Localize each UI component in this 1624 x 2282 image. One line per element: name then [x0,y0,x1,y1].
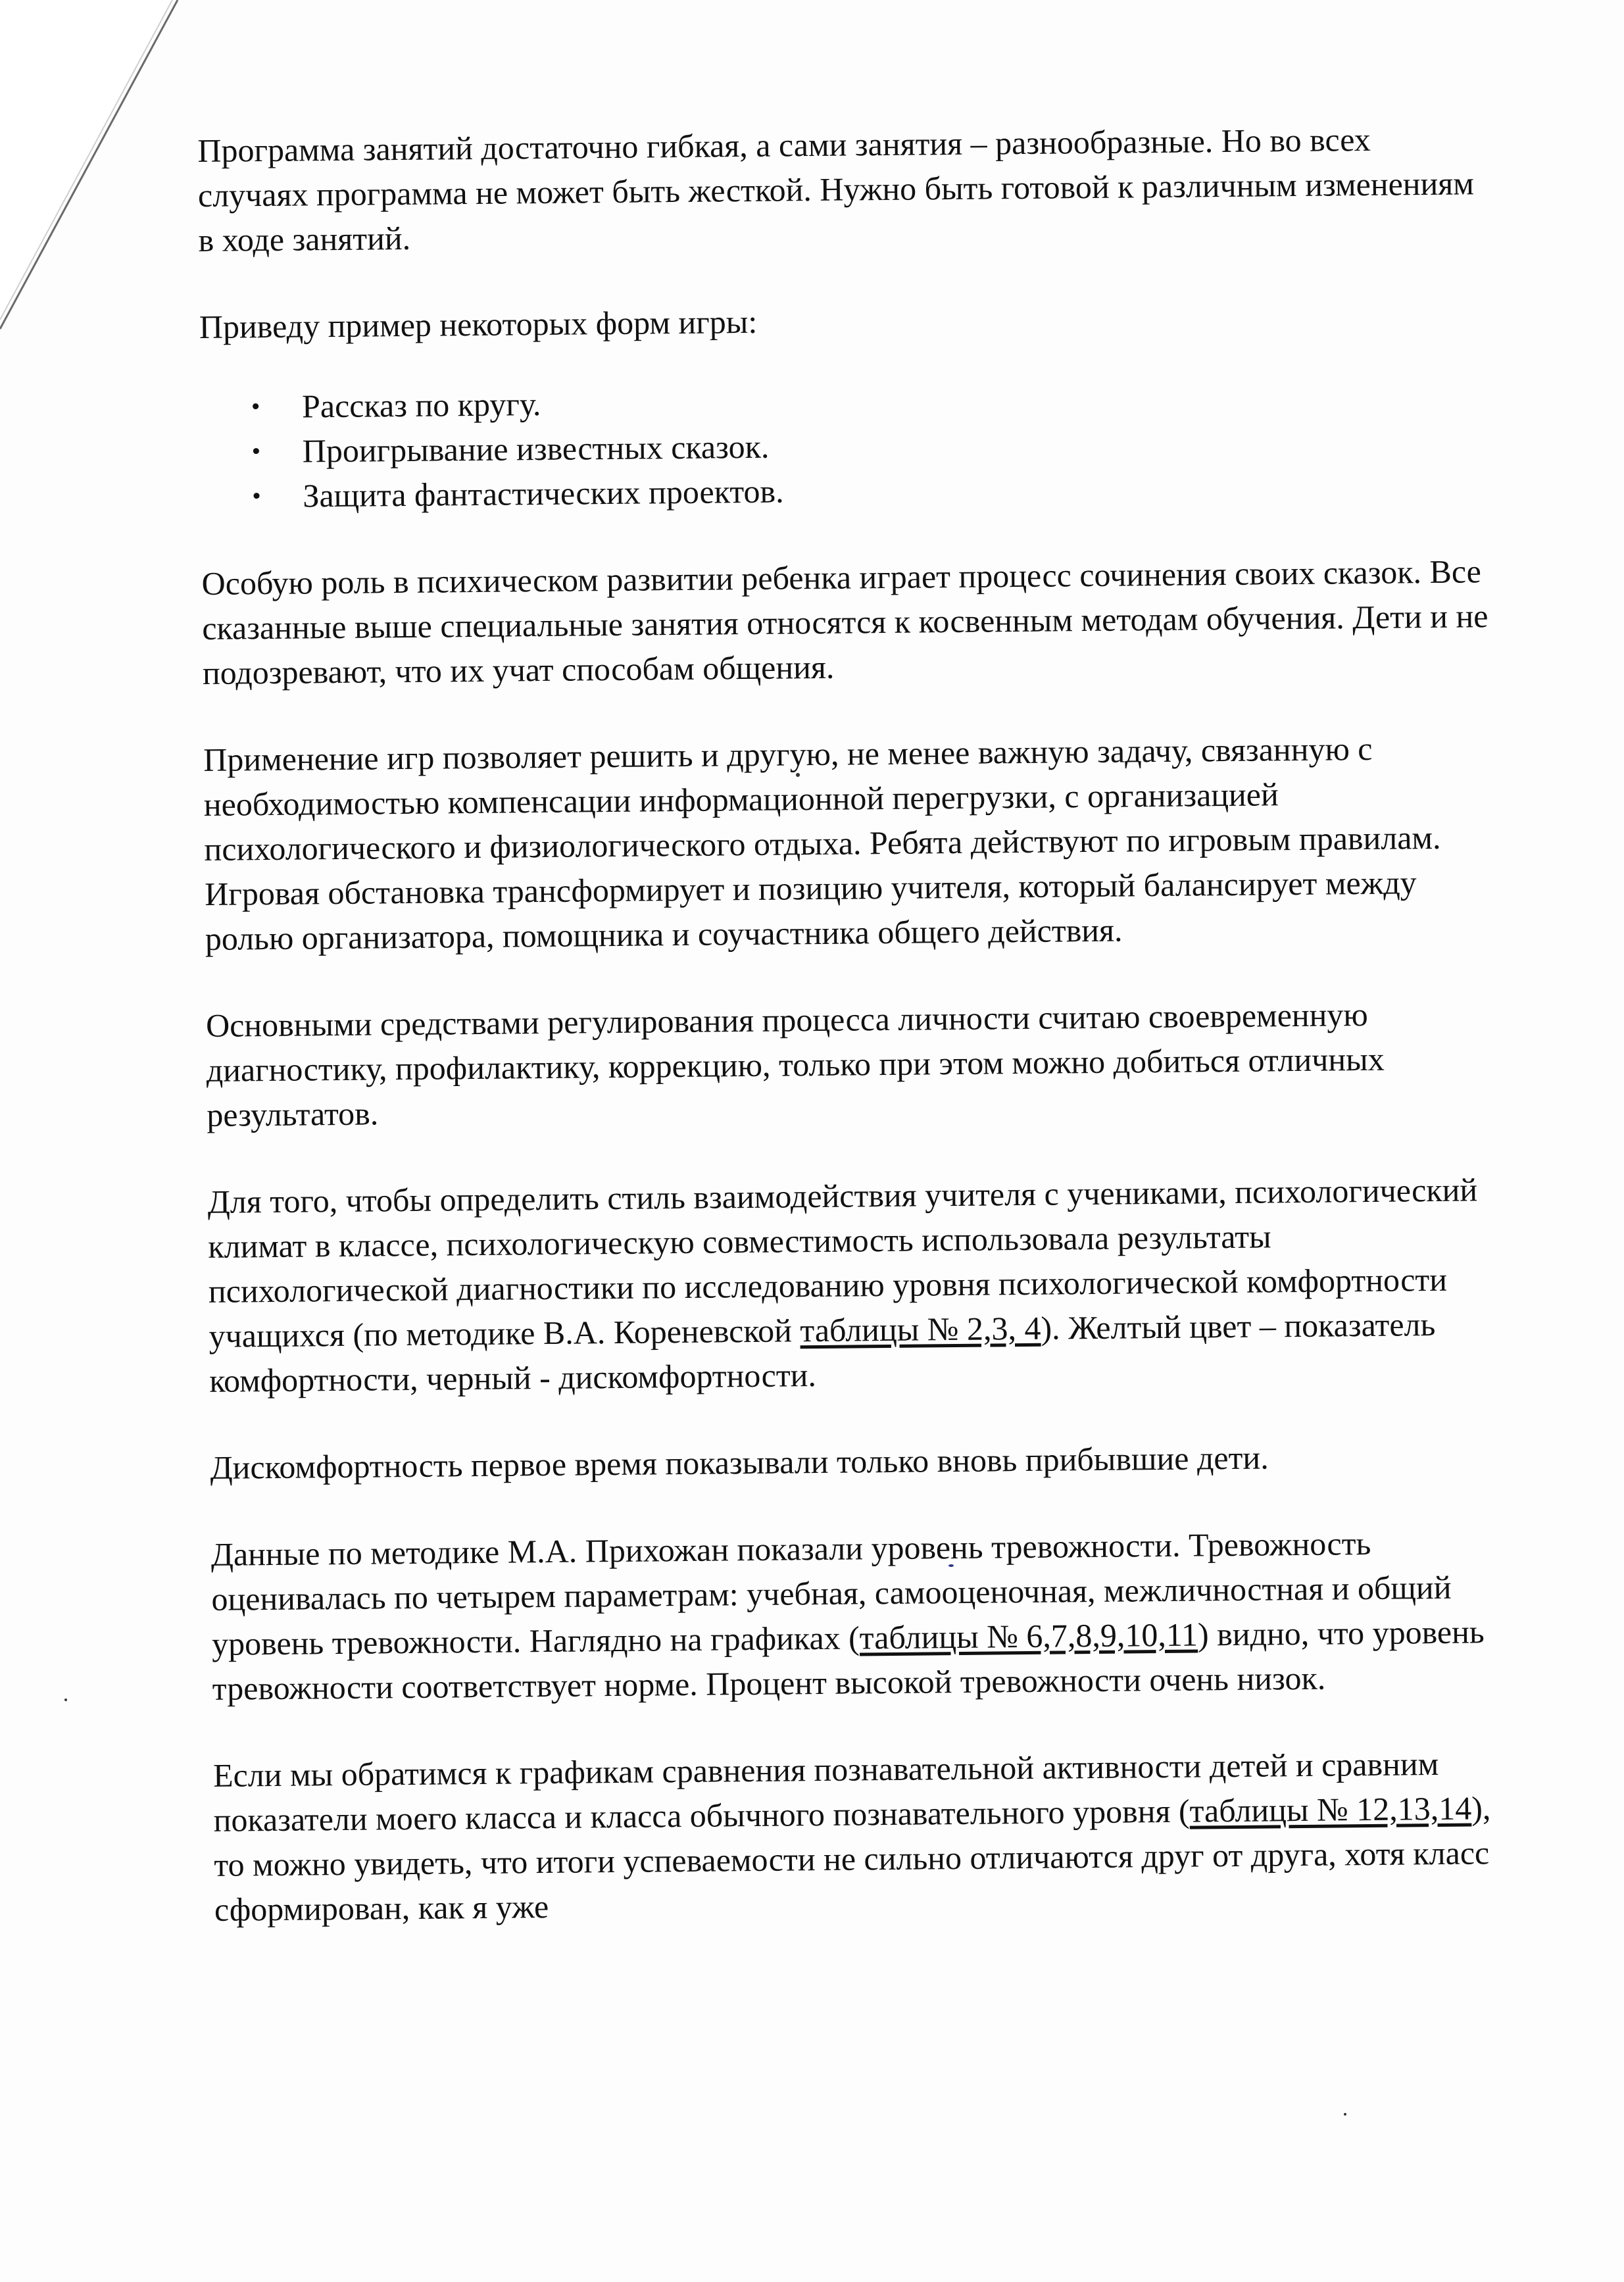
paragraph-program: Программа занятий достаточно гибкая, а сами занятия – разнообразные. Но во всех случаях программа не может быть жесткой. Нужно быть готовой к различным изменениям в ходе занятий. [197,120,1475,259]
table-reference-link[interactable]: таблицы № 2,3, 4 [800,1309,1041,1349]
table-reference-link[interactable]: таблицы № 6,7,8,9,10,11 [859,1616,1198,1656]
table-reference-link[interactable]: таблицы № 12,13,14 [1189,1789,1472,1829]
paragraph-text: Если мы обратимся к графикам сравнения познавательной активности детей и сравним показатели моего класса и класса обычного познавательного уровня ( [212,1745,1439,1839]
scan-speck [64,1699,67,1701]
paragraph-text: ). Желтый цвет – показатель комфортности, черный - дискомфортности. [209,1306,1436,1399]
paragraph-text: ), то можно увидеть, что итоги успеваемости не сильно отличаются друг от друга, хотя класс сформирован, как я уже [214,1789,1491,1928]
page-corner-fold [0,0,197,342]
paragraph-fairy-tales: Особую роль в психическом развитии ребенка играет процесс сочинения своих сказок. Все сказанные выше специальные занятия относятся к косвенным методам обучения. Дети и не подозревают, что их учат способам общения. [201,553,1489,691]
paragraph-games-application: Применение игр позволяет решить и другую, не менее важную задачу, связанную с необходимостью компенсации информационной перегрузки, с организацией психологического и физиологического отдыха. Ребята действуют по игровым правилам. Игровая обстановка трансформирует и позицию учителя, который балансирует между ролью организатора, помощника и соучастника общего действия. [203,730,1441,957]
scan-speck [1344,2113,1346,2116]
bullet-icon: • [251,437,261,466]
paragraph-discomfort: Дискомфортность первое время показывали только вновь прибывшие дети. [210,1439,1269,1486]
list-item-text: Защита фантастических проектов. [303,472,784,514]
document-body [197,116,1504,1974]
game-forms-list [200,372,1490,519]
bullet-icon: • [251,393,260,421]
paragraph-comfort-diagnostics [207,1167,1498,1403]
list-item-text: Рассказ по кругу. [301,385,541,425]
paragraph-text: ) видно, что уровень тревожности соответствует норме. Процент высокой тревожности очень низок. [212,1613,1485,1707]
bullet-icon: • [252,482,261,510]
paragraph-cognitive-activity [213,1741,1504,1932]
paragraph-regulation: Основными средствами регулирования процесса личности считаю своевременную диагностику, профилактику, коррекцию, только при этом можно добиться отличных результатов. [205,995,1385,1133]
paragraph-game-forms-intro: Приведу пример некоторых форм игры: [199,303,758,345]
paragraph-text: Данные по методике М.А. Прихожан показали уровень тревожности. Тревожность оценивалась по четырем параметрам: учебная, самооценочная, межличностная и общий уровень тревожности. Наглядно на графиках ( [210,1524,1452,1662]
list-item-text: Проигрывание известных сказок. [302,428,770,470]
paragraph-text: Для того, чтобы определить стиль взаимодействия учителя с учениками, психологический климат в классе, психологическую совместимость использовала результаты психологической диагностики по исследованию уровня психологической комфортности учащихся (по методике В.А. Кореневской [207,1171,1478,1354]
paragraph-anxiety [210,1520,1502,1711]
